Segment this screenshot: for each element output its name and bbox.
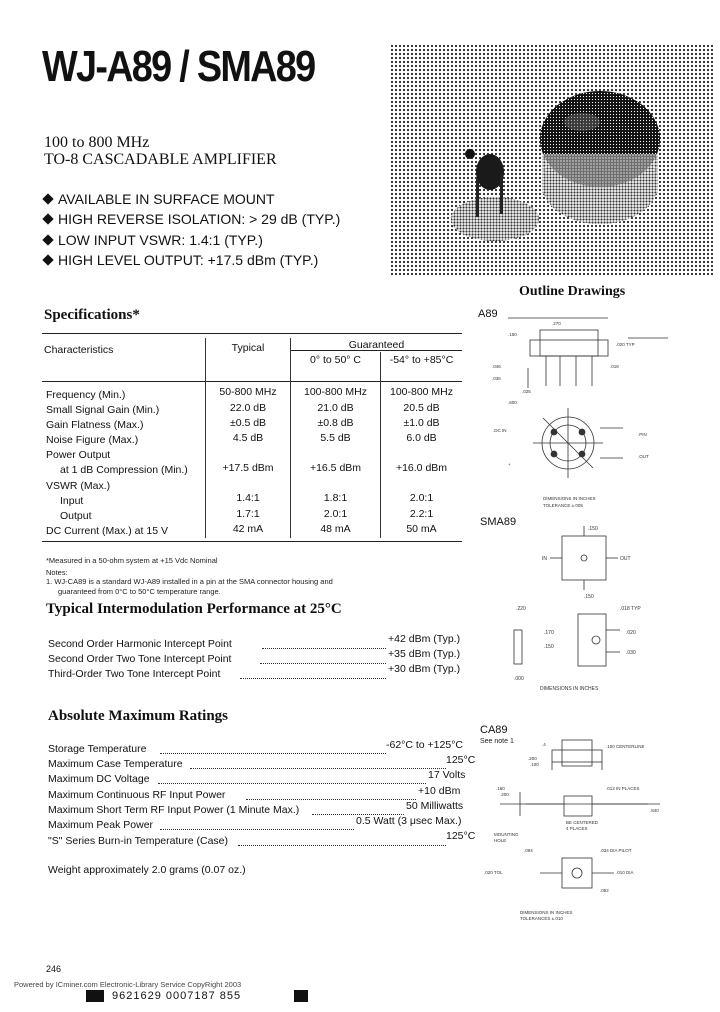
ca89-note-ref: See note 1: [480, 738, 514, 745]
svg-text:.600: .600: [508, 400, 517, 405]
svg-text:.062: .062: [600, 888, 609, 893]
svg-text:HOLE: HOLE: [494, 838, 507, 843]
rating-label: Maximum DC Voltage: [48, 773, 150, 785]
intermod-heading: Typical Intermodulation Performance at 25°C: [46, 601, 342, 617]
spec-guaranteed-2: 20.5 dB: [403, 402, 440, 414]
document-title: WJ-A89 / SMA89: [42, 42, 315, 91]
feature-item: LOW INPUT VSWR: 1.4:1 (TYP.): [44, 232, 263, 248]
spec-guaranteed-2: +16.0 dBm: [395, 462, 448, 474]
feature-item: HIGH LEVEL OUTPUT: +17.5 dBm (TYP.): [44, 252, 318, 268]
note-line: guaranteed from 0°C to 50°C temperature range.: [58, 587, 221, 596]
svg-text:MOUNTING: MOUNTING: [494, 832, 519, 837]
svg-text:.OUT: .OUT: [638, 454, 649, 459]
svg-text:.018: .018: [610, 364, 619, 369]
svg-text:.4: .4: [542, 742, 546, 747]
svg-text:.020: .020: [626, 630, 636, 636]
rating-value: 125°C: [446, 830, 476, 842]
ratings-heading: Absolute Maximum Ratings: [48, 708, 229, 724]
spec-label: Output: [60, 510, 92, 522]
svg-text:.046: .046: [492, 364, 501, 369]
svg-text:OUT: OUT: [620, 556, 631, 562]
spec-typical: +17.5 dBm: [222, 462, 274, 474]
powered-by-line: Powered by ICminer.com Electronic-Library Service CopyRight 2003: [14, 980, 242, 989]
spec-guaranteed-2: 100-800 MHz: [389, 386, 454, 398]
leader-dots: [238, 845, 446, 846]
svg-text:.020 TYP: .020 TYP: [616, 342, 635, 347]
barcode-marker-right: [294, 990, 308, 1002]
spec-label: VSWR (Max.): [46, 480, 111, 492]
rating-value: 50 Milliwatts: [406, 800, 464, 812]
leader-dots: [190, 768, 446, 769]
svg-text:IN: IN: [542, 556, 547, 562]
spec-label: Small Signal Gain (Min.): [46, 404, 160, 416]
diamond-bullet-icon: [42, 213, 53, 224]
sma89-label: SMA89: [480, 516, 517, 528]
svg-text:.200: .200: [500, 792, 509, 797]
rating-label: "S" Series Burn-in Temperature (Case): [48, 835, 228, 847]
svg-text:.094: .094: [524, 848, 533, 853]
rating-label: Storage Temperature: [48, 743, 147, 755]
spec-typical: 1.4:1: [236, 492, 260, 504]
leader-dots: [160, 753, 386, 754]
spec-guaranteed-1: 1.8:1: [323, 492, 348, 504]
intermod-value: +30 dBm (Typ.): [388, 663, 461, 675]
spec-label: Input: [60, 495, 84, 507]
weight-note: Weight approximately 2.0 grams (0.07 oz.): [48, 864, 246, 876]
column-header-range-1: 0° to 50° C: [309, 354, 361, 366]
svg-text:.220: .220: [516, 606, 526, 612]
svg-text:TOLERANCES ±.010: TOLERANCES ±.010: [520, 916, 563, 921]
leader-dots: [260, 663, 386, 664]
svg-text:4 PLACES: 4 PLACES: [566, 826, 588, 831]
feature-item: AVAILABLE IN SURFACE MOUNT: [44, 191, 275, 207]
diamond-bullet-icon: [42, 193, 53, 204]
spec-typical: 1.7:1: [236, 508, 260, 520]
spec-label: Gain Flatness (Max.): [46, 419, 144, 431]
intermod-label: Second Order Two Tone Intercept Point: [48, 653, 232, 665]
rating-value: -62°C to +125°C: [386, 739, 463, 751]
svg-text:.036: .036: [492, 376, 501, 381]
spec-guaranteed-1: 100-800 MHz: [303, 386, 368, 398]
product-photo: [390, 44, 714, 276]
spec-guaranteed-2: 50 mA: [406, 523, 437, 535]
spec-guaranteed-2: 2.0:1: [409, 492, 434, 504]
page-number: 246: [46, 964, 62, 974]
spec-guaranteed-1: 21.0 dB: [317, 402, 354, 414]
intermod-label: Second Order Harmonic Intercept Point: [48, 638, 232, 650]
column-header-characteristics: Characteristics: [44, 344, 114, 356]
rating-value: 17 Volts: [428, 769, 466, 781]
diamond-bullet-icon: [42, 234, 53, 245]
svg-text:TOLERANCE ±.005: TOLERANCE ±.005: [543, 503, 583, 508]
spec-guaranteed-2: ±1.0 dB: [403, 417, 440, 429]
svg-text:.160: .160: [496, 786, 505, 791]
intermod-value: +35 dBm (Typ.): [388, 648, 461, 660]
spec-guaranteed-2: 6.0 dB: [406, 432, 437, 444]
spec-guaranteed-1: +16.5 dBm: [309, 462, 362, 474]
rating-label: Maximum Continuous RF Input Power: [48, 789, 226, 801]
svg-text:.025: .025: [522, 389, 531, 394]
ca89-outline-drawing: [480, 732, 690, 928]
leader-dots: [262, 648, 386, 649]
subtitle-frequency: 100 to 800 MHz: [44, 134, 150, 151]
spec-label: DC Current (Max.) at 15 V: [46, 525, 168, 537]
spec-guaranteed-1: ±0.8 dB: [317, 417, 354, 429]
spec-guaranteed-1: 5.5 dB: [320, 432, 351, 444]
svg-text:.150: .150: [584, 594, 594, 600]
ca89-label: CA89: [480, 724, 508, 736]
spec-guaranteed-1: 2.0:1: [323, 508, 348, 520]
svg-text:.100 CENTERLINE: .100 CENTERLINE: [606, 744, 645, 749]
svg-text:DIMENSIONS IN INCHES: DIMENSIONS IN INCHES: [543, 496, 596, 501]
a89-outline-drawing: [488, 308, 688, 520]
spec-typical: 42 mA: [232, 523, 264, 535]
spec-label: at 1 dB Compression (Min.): [60, 464, 188, 476]
subtitle-product-type: TO-8 CASCADABLE AMPLIFIER: [44, 151, 277, 168]
leader-dots: [158, 783, 426, 784]
rating-value: 0.5 Watt (3 μsec Max.): [356, 815, 462, 827]
svg-text:.030: .030: [626, 650, 636, 656]
spec-guaranteed-1: 48 mA: [320, 523, 351, 535]
leader-dots: [240, 678, 386, 679]
svg-text:.020 TOL: .020 TOL: [484, 870, 503, 875]
svg-text:.010 DIA: .010 DIA: [616, 870, 634, 875]
notes-label: Notes:: [46, 568, 68, 577]
svg-text:.270: .270: [552, 321, 561, 326]
leader-dots: [160, 829, 354, 830]
column-header-typical: Typical: [231, 342, 265, 354]
spec-typical: 50-800 MHz: [219, 386, 277, 398]
specifications-heading: Specifications*: [44, 307, 140, 323]
svg-text:.013 IN PLACES: .013 IN PLACES: [606, 786, 640, 791]
svg-text:+: +: [508, 462, 511, 467]
diamond-bullet-icon: [42, 254, 53, 265]
measurement-note: *Measured in a 50-ohm system at +15 Vdc Nominal: [46, 556, 218, 565]
column-header-guaranteed: Guaranteed: [348, 339, 405, 351]
barcode-number: 9621629 0007187 855: [112, 990, 242, 1002]
spec-typical: ±0.5 dB: [229, 417, 267, 429]
svg-text:.150: .150: [544, 644, 554, 650]
table-header-rule: [42, 381, 462, 382]
spec-typical: 22.0 dB: [229, 402, 267, 414]
svg-text:.PIN: .PIN: [638, 432, 647, 437]
spec-label: Power Output: [46, 449, 111, 461]
svg-text:.840: .840: [650, 808, 659, 813]
rating-value: 125°C: [446, 754, 476, 766]
svg-text:.200: .200: [528, 756, 537, 761]
leader-dots: [246, 799, 416, 800]
svg-text:.150: .150: [508, 332, 517, 337]
spec-guaranteed-2: 2.2:1: [409, 508, 434, 520]
barcode-marker-left: [86, 990, 104, 1002]
svg-text:.034 DIA PILOT: .034 DIA PILOT: [600, 848, 632, 853]
intermod-value: +42 dBm (Typ.): [388, 633, 461, 645]
svg-text:DIMENSIONS IN INCHES: DIMENSIONS IN INCHES: [520, 910, 573, 915]
table-top-rule: [42, 333, 462, 334]
feature-item: HIGH REVERSE ISOLATION: > 29 dB (TYP.): [44, 211, 340, 227]
svg-text:.DC IN: .DC IN: [493, 428, 507, 433]
sma89-outline-drawing: [500, 522, 700, 692]
note-line: 1. WJ-CA89 is a standard WJ-A89 installed in a pin at the SMA connector housing and: [46, 577, 333, 586]
svg-text:.170: .170: [544, 630, 554, 636]
rating-label: Maximum Peak Power: [48, 819, 154, 831]
svg-text:.000: .000: [514, 676, 524, 682]
a89-label: A89: [478, 308, 498, 320]
svg-text:.018 TYP: .018 TYP: [620, 606, 641, 612]
svg-text:DIMENSIONS IN INCHES: DIMENSIONS IN INCHES: [540, 686, 599, 692]
spec-label: Noise Figure (Max.): [46, 434, 139, 446]
spec-typical: 4.5 dB: [232, 432, 264, 444]
column-header-range-2: -54° to +85°C: [389, 354, 454, 366]
svg-text:.100: .100: [530, 762, 539, 767]
rating-value: +10 dBm: [418, 785, 461, 797]
svg-text:BE CENTERED: BE CENTERED: [566, 820, 599, 825]
svg-text:.150: .150: [588, 526, 598, 532]
spec-label: Frequency (Min.): [46, 389, 126, 401]
table-bottom-rule: [42, 541, 462, 542]
outline-drawings-heading: Outline Drawings: [519, 284, 626, 299]
rating-label: Maximum Short Term RF Input Power (1 Minute Max.): [48, 804, 300, 816]
intermod-label: Third-Order Two Tone Intercept Point: [48, 668, 221, 680]
rating-label: Maximum Case Temperature: [48, 758, 183, 770]
